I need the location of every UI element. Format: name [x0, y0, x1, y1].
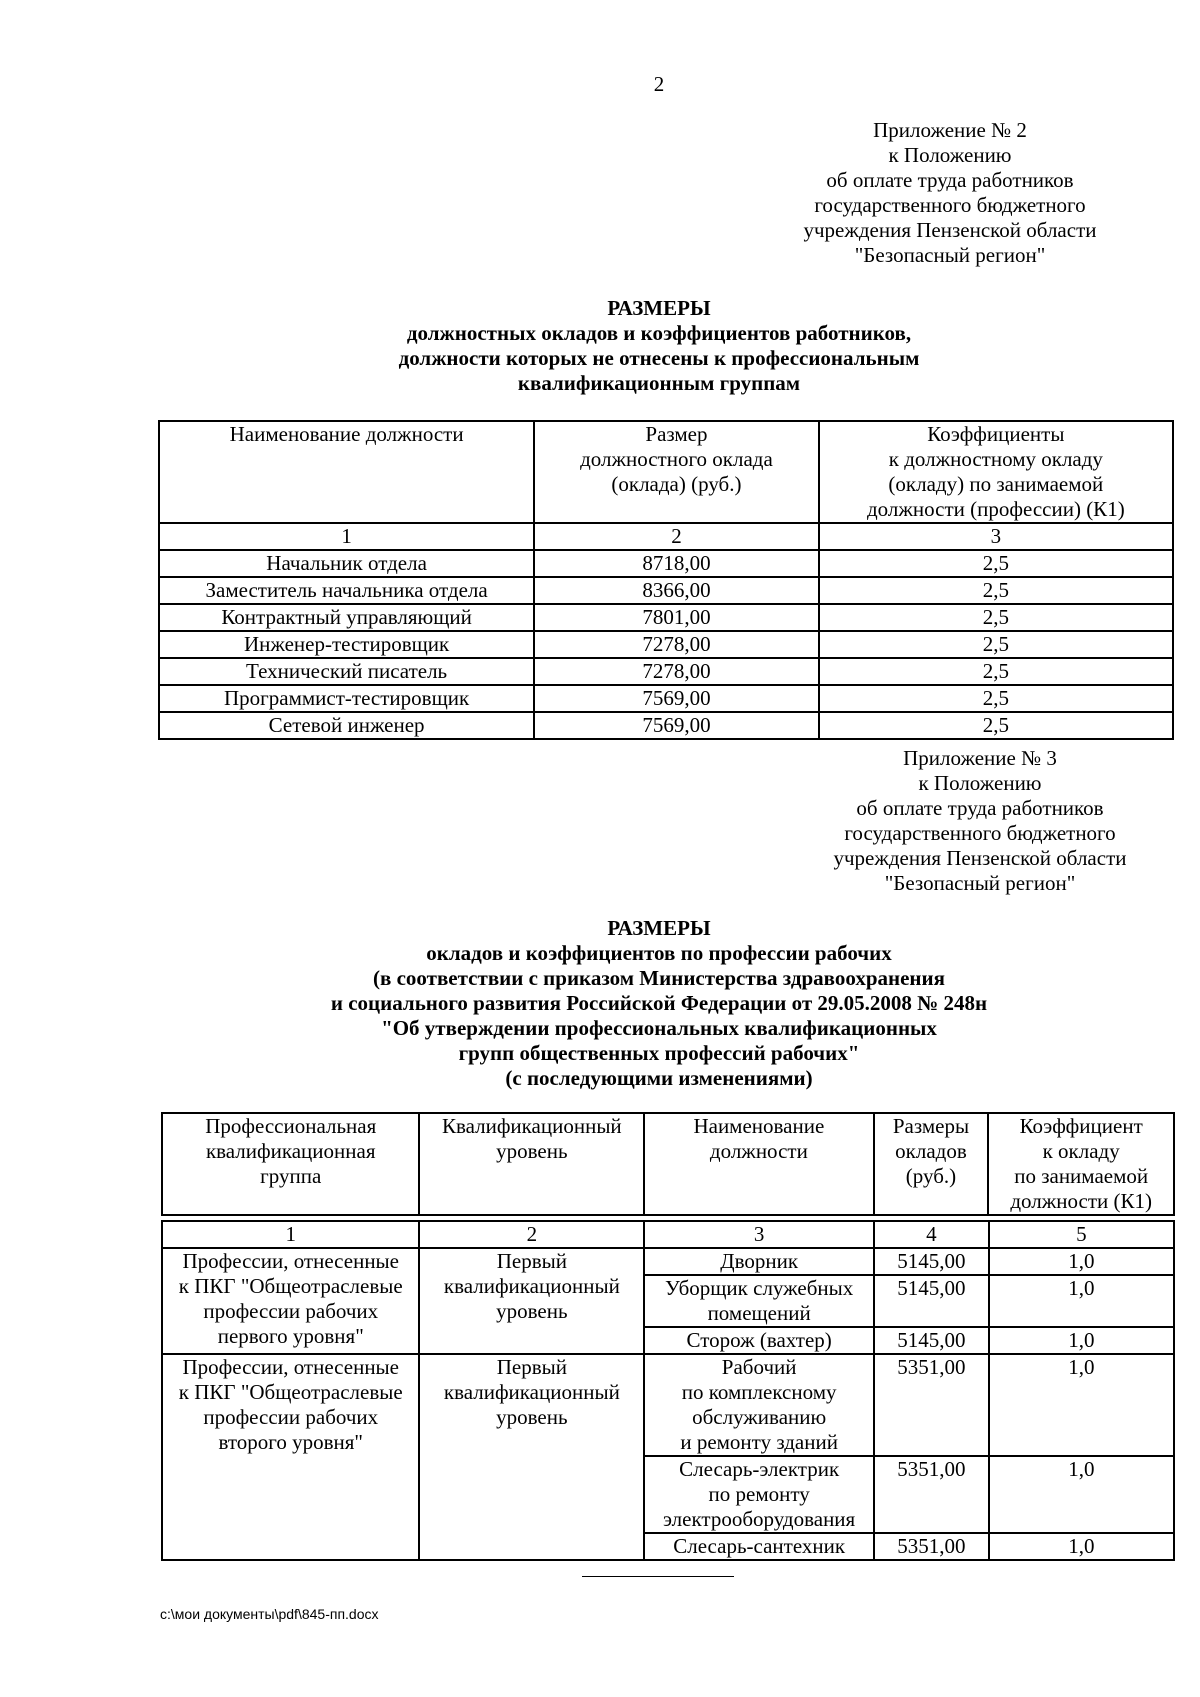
- coefficient-value: 2,5: [819, 685, 1173, 712]
- column-header: Размеры окладов (руб.): [874, 1113, 989, 1215]
- text-line: должности которых не отнесены к профессиональным: [398, 346, 920, 370]
- appendix-3-note: [800, 746, 1160, 896]
- coefficient-value: 2,5: [819, 631, 1173, 658]
- column-header: Коэффициент к окладу по занимаемой должности (К1): [988, 1113, 1174, 1215]
- salary-table-workers-header: [161, 1112, 1175, 1216]
- salary-table-workers: [161, 1220, 1175, 1561]
- salary-value: 5145,00: [874, 1327, 989, 1354]
- coefficient-value: 1,0: [989, 1456, 1174, 1533]
- text-line: об оплате труда работников: [826, 168, 1074, 192]
- salary-value: 7569,00: [534, 685, 818, 712]
- text-line: Приложение № 3: [903, 746, 1057, 770]
- column-number: 2: [534, 523, 818, 550]
- coefficient-value: 1,0: [989, 1327, 1174, 1354]
- coefficient-value: 1,0: [989, 1275, 1174, 1327]
- text-line: квалификационным группам: [517, 371, 801, 395]
- salary-value: 7278,00: [534, 631, 818, 658]
- position-name: Слесарь-сантехник: [644, 1533, 874, 1560]
- salary-value: 8366,00: [534, 577, 818, 604]
- salary-value: 7569,00: [534, 712, 818, 739]
- column-number: 5: [989, 1221, 1174, 1248]
- column-header: Размер должностного оклада (оклада) (руб.): [534, 421, 818, 523]
- text-line: групп общественных профессий рабочих": [458, 1041, 860, 1065]
- text-line: к Положению: [918, 771, 1042, 795]
- coefficient-value: 1,0: [989, 1354, 1174, 1456]
- coefficient-value: 1,0: [989, 1533, 1174, 1560]
- position-name: Сетевой инженер: [159, 712, 534, 739]
- position-name: Дворник: [644, 1248, 874, 1275]
- table-row: [159, 631, 1173, 658]
- text-line: учреждения Пензенской области: [803, 218, 1097, 242]
- salary-table-positions: [158, 420, 1174, 740]
- appendix-3-heading: [0, 916, 1200, 1091]
- column-number: 4: [874, 1221, 989, 1248]
- table-row: [162, 1354, 1174, 1456]
- column-header: Наименование должности: [644, 1113, 873, 1215]
- table-row: [159, 604, 1173, 631]
- position-name: Сторож (вахтер): [644, 1327, 874, 1354]
- position-name: Инженер-тестировщик: [159, 631, 534, 658]
- appendix-2-note: [770, 118, 1130, 268]
- text-line: должностных окладов и коэффициентов работников,: [406, 321, 912, 345]
- coefficient-value: 2,5: [819, 550, 1173, 577]
- text-line: РАЗМЕРЫ: [607, 296, 711, 320]
- text-line: (в соответствии с приказом Министерства здравоохранения: [373, 966, 945, 990]
- column-number: 3: [644, 1221, 874, 1248]
- salary-value: 5351,00: [874, 1354, 989, 1456]
- position-name: Начальник отдела: [159, 550, 534, 577]
- page-number: 2: [653, 72, 665, 96]
- text-line: к Положению: [888, 143, 1012, 167]
- column-header: Коэффициенты к должностному окладу (окладу) по занимаемой должности (профессии) (К1): [819, 421, 1173, 523]
- text-line: окладов и коэффициентов по профессии рабочих: [426, 941, 892, 965]
- salary-value: 5351,00: [874, 1533, 989, 1560]
- position-name: Контрактный управляющий: [159, 604, 534, 631]
- coefficient-value: 2,5: [819, 658, 1173, 685]
- qualification-group: Профессии, отнесенные к ПКГ "Общеотраслевые профессии рабочих первого уровня": [162, 1248, 419, 1354]
- table-row: [159, 685, 1173, 712]
- position-name: Рабочий по комплексному обслуживанию и ремонту зданий: [644, 1354, 874, 1456]
- coefficient-value: 2,5: [819, 577, 1173, 604]
- position-name: Технический писатель: [159, 658, 534, 685]
- text-line: государственного бюджетного: [844, 821, 1116, 845]
- table-row: [159, 550, 1173, 577]
- table-row: [159, 712, 1173, 739]
- table-row: [159, 577, 1173, 604]
- table-row: [162, 1248, 1174, 1275]
- text-line: (с последующими изменениями): [505, 1066, 813, 1090]
- text-line: учреждения Пензенской области: [833, 846, 1127, 870]
- column-header: Квалификационный уровень: [419, 1113, 644, 1215]
- column-number: 1: [162, 1221, 419, 1248]
- table-row: [159, 658, 1173, 685]
- column-number: 1: [159, 523, 534, 550]
- text-line: "Безопасный регион": [884, 871, 1076, 895]
- salary-value: 7278,00: [534, 658, 818, 685]
- salary-value: 5145,00: [874, 1248, 989, 1275]
- text-line: Приложение № 2: [873, 118, 1027, 142]
- column-header: Профессиональная квалификационная группа: [162, 1113, 419, 1215]
- appendix-2-heading: [0, 296, 1200, 396]
- coefficient-value: 2,5: [819, 604, 1173, 631]
- qualification-level: Первый квалификационный уровень: [419, 1354, 644, 1560]
- text-line: государственного бюджетного: [814, 193, 1086, 217]
- text-line: РАЗМЕРЫ: [607, 916, 711, 940]
- salary-value: 5351,00: [874, 1456, 989, 1533]
- position-name: Программист-тестировщик: [159, 685, 534, 712]
- coefficient-value: 1,0: [989, 1248, 1174, 1275]
- text-line: "Об утверждении профессиональных квалификационных: [381, 1016, 937, 1040]
- text-line: "Безопасный регион": [854, 243, 1046, 267]
- column-number: 3: [819, 523, 1173, 550]
- column-number: 2: [419, 1221, 644, 1248]
- qualification-group: Профессии, отнесенные к ПКГ "Общеотраслевые профессии рабочих второго уровня": [162, 1354, 419, 1560]
- position-name: Слесарь-электрик по ремонту электрооборудования: [644, 1456, 874, 1533]
- coefficient-value: 2,5: [819, 712, 1173, 739]
- file-path: c:\мои документы\pdf\845-пп.docx: [160, 1606, 379, 1622]
- end-divider: [582, 1576, 734, 1577]
- salary-value: 7801,00: [534, 604, 818, 631]
- position-name: Заместитель начальника отдела: [159, 577, 534, 604]
- position-name: Уборщик служебных помещений: [644, 1275, 874, 1327]
- salary-value: 5145,00: [874, 1275, 989, 1327]
- salary-value: 8718,00: [534, 550, 818, 577]
- column-header: Наименование должности: [159, 421, 534, 523]
- qualification-level: Первый квалификационный уровень: [419, 1248, 644, 1354]
- text-line: и социального развития Российской Федерации от 29.05.2008 № 248н: [330, 991, 988, 1015]
- text-line: об оплате труда работников: [856, 796, 1104, 820]
